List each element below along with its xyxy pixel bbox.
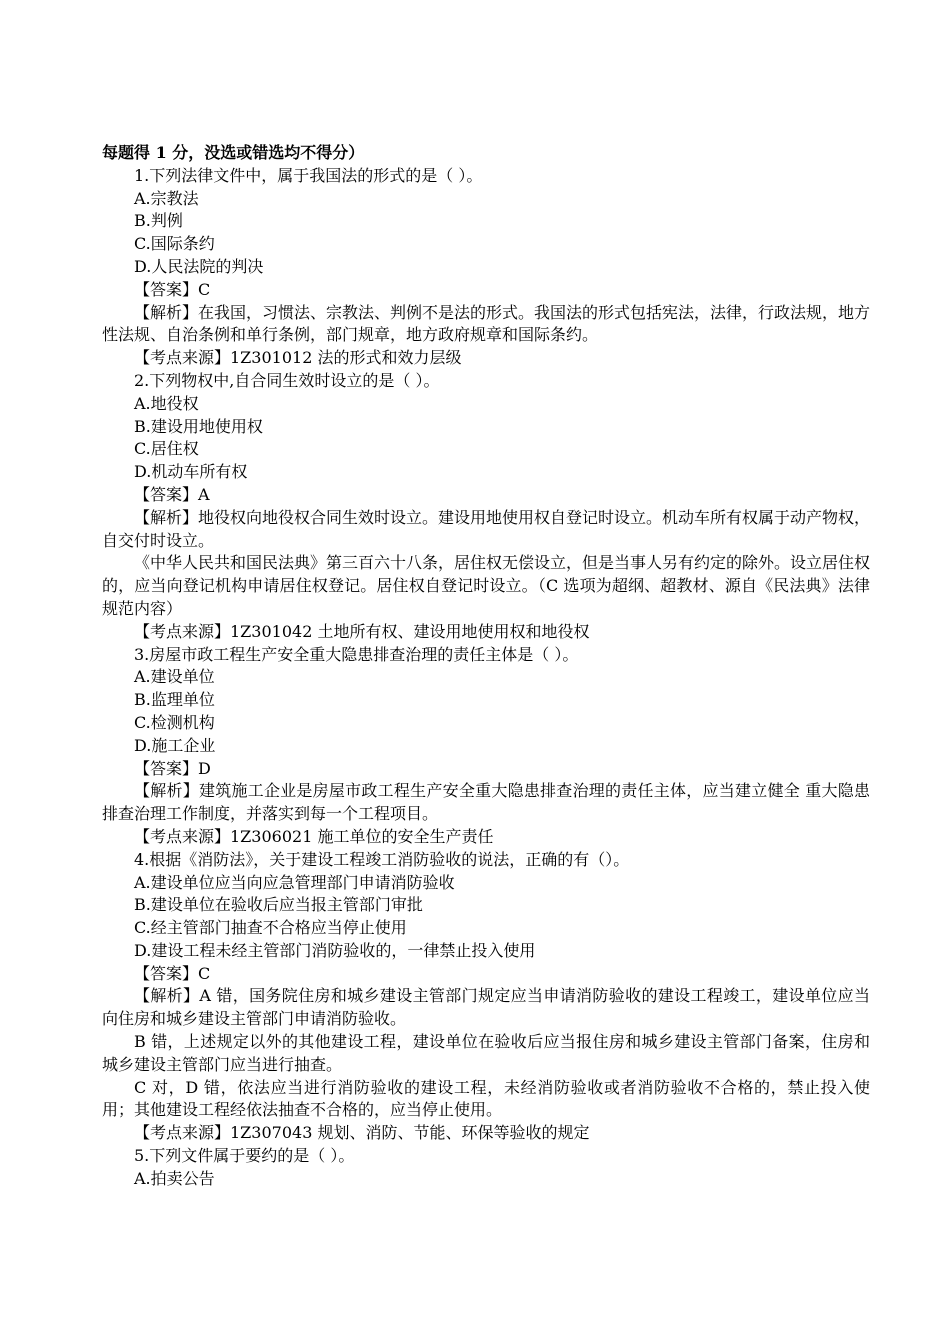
source: 【考点来源】1Z307043 规划、消防、节能、环保等验收的规定 xyxy=(134,1123,590,1143)
question-stem: 2.下列物权中,自合同生效时设立的是（ ）。 xyxy=(134,370,440,390)
document-body xyxy=(102,142,870,1191)
answer: 【答案】D xyxy=(134,758,211,778)
analysis-continued: B 错，上述规定以外的其他建设工程，建设单位在验收后应当报住房和城乡建设主管部门备案，住房和城乡建设主管部门应当进行抽查。 xyxy=(102,1032,870,1074)
analysis: 【解析】建筑施工企业是房屋市政工程生产安全重大隐患排查治理的责任主体，应当建立健全 重大隐患排查治理工作制度，并落实到每一个工程项目。 xyxy=(102,781,870,824)
question-stem: 4.根据《消防法》，关于建设工程竣工消防验收的说法，正确的有（）。 xyxy=(134,849,630,869)
analysis-continued: 《中华人民共和国民法典》第三百六十八条，居住权无偿设立，但是当事人另有约定的除外。设立居住权的，应当向登记机构申请居住权登记。居住权自登记时设立。（C 选项为超纲、超教材、源自《民法典》法律规范内容） xyxy=(102,553,871,618)
option-a: A.地役权 xyxy=(134,393,199,413)
option-c: C.居住权 xyxy=(134,439,199,459)
source: 【考点来源】1Z306021 施工单位的安全生产责任 xyxy=(134,826,494,846)
question-3 xyxy=(102,644,870,849)
option-c: C.经主管部门抽查不合格应当停止使用 xyxy=(134,918,407,938)
option-a: A.拍卖公告 xyxy=(134,1168,215,1188)
question-4 xyxy=(102,849,870,1145)
question-stem: 5.下列文件属于要约的是（ ）。 xyxy=(134,1146,355,1166)
source: 【考点来源】1Z301012 法的形式和效力层级 xyxy=(134,348,462,368)
option-d: D.建设工程未经主管部门消防验收的，一律禁止投入使用 xyxy=(134,940,536,960)
option-d: D.施工企业 xyxy=(134,735,216,755)
question-stem: 1.下列法律文件中，属于我国法的形式的是（ ）。 xyxy=(134,165,483,185)
answer: 【答案】C xyxy=(134,279,211,299)
section-header: 每题得 1 分，没选或错选均不得分） xyxy=(102,143,365,162)
option-d: D.人民法院的判决 xyxy=(134,256,264,276)
option-a: A.建设单位 xyxy=(134,667,215,687)
analysis: 【解析】在我国，习惯法、宗教法、判例不是法的形式。我国法的形式包括宪法，法律，行政法规，地方性法规、自治条例和单行条例，部门规章，地方政府规章和国际条约。 xyxy=(102,302,871,345)
option-b: B.判例 xyxy=(134,211,183,231)
analysis: 【解析】地役权向地役权合同生效时设立。建设用地使用权自登记时设立。机动车所有权属于动产物权，自交付时设立。 xyxy=(102,507,871,550)
option-a: A.建设单位应当向应急管理部门申请消防验收 xyxy=(134,872,455,892)
option-b: B.建设单位在验收后应当报主管部门审批 xyxy=(134,895,423,915)
option-a: A.宗教法 xyxy=(134,188,199,208)
option-c: C.国际条约 xyxy=(134,234,215,254)
option-d: D.机动车所有权 xyxy=(134,462,248,482)
question-stem: 3.房屋市政工程生产安全重大隐患排查治理的责任主体是（ ）。 xyxy=(134,644,579,664)
source: 【考点来源】1Z301042 土地所有权、建设用地使用权和地役权 xyxy=(134,621,590,641)
analysis: 【解析】A 错，国务院住房和城乡建设主管部门规定应当申请消防验收的建设工程竣工，建设单位应当向住房和城乡建设主管部门申请消防验收。 xyxy=(102,986,870,1029)
answer: 【答案】A xyxy=(134,484,210,504)
answer: 【答案】C xyxy=(134,963,211,983)
analysis-continued: C 对，D 错，依法应当进行消防验收的建设工程，未经消防验收或者消防验收不合格的，禁止投入使用；其他建设工程经依法抽查不合格的，应当停止使用。 xyxy=(102,1077,870,1120)
option-b: B.建设用地使用权 xyxy=(134,416,263,436)
option-c: C.检测机构 xyxy=(134,712,215,732)
question-1 xyxy=(102,165,870,370)
question-2 xyxy=(102,370,870,644)
question-5 xyxy=(102,1145,870,1191)
option-b: B.监理单位 xyxy=(134,690,215,710)
